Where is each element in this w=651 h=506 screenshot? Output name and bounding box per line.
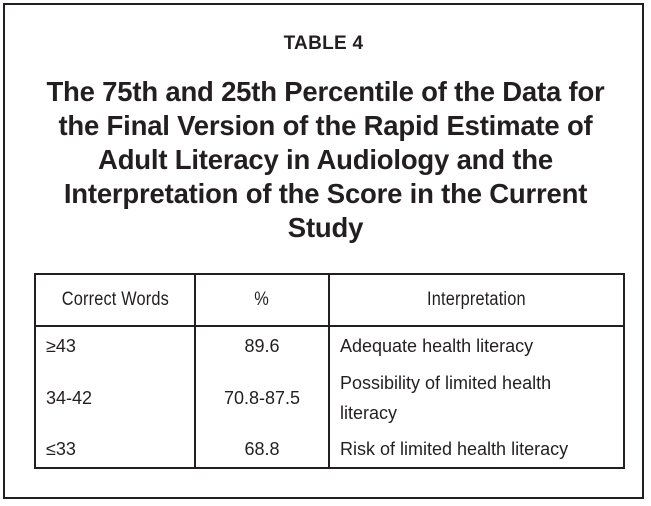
cell-correct-words: 34-42 — [46, 387, 93, 408]
column-header-percent: % — [195, 274, 329, 326]
header-row — [35, 274, 624, 326]
table-row — [35, 365, 624, 431]
cell-interpretation: Possibility of limited health literacy — [329, 365, 624, 431]
table-frame — [3, 3, 644, 499]
table-label: TABLE 4 — [283, 33, 364, 54]
column-header-interpretation: Interpretation — [329, 274, 624, 326]
cell-percent: 70.8-87.5 — [195, 365, 329, 431]
cell-interpretation: Risk of limited health literacy — [329, 431, 624, 468]
column-header-correct-words: Correct Words — [35, 274, 195, 326]
table-row — [35, 326, 624, 365]
cell-correct-words: ≤33 — [46, 438, 76, 459]
cell-interpretation: Adequate health literacy — [329, 326, 624, 365]
cell-correct-words: ≥43 — [46, 335, 76, 356]
cell-percent: 68.8 — [195, 431, 329, 468]
data-table — [34, 273, 625, 469]
cell-percent: 89.6 — [195, 326, 329, 365]
table-title: The 75th and 25th Percentile of the Data for the Final Version of the Rapid Estimate of Adult Literacy in Audiology and the Interpretation of the Score in the Current Study — [46, 76, 605, 243]
table-row — [35, 431, 624, 468]
